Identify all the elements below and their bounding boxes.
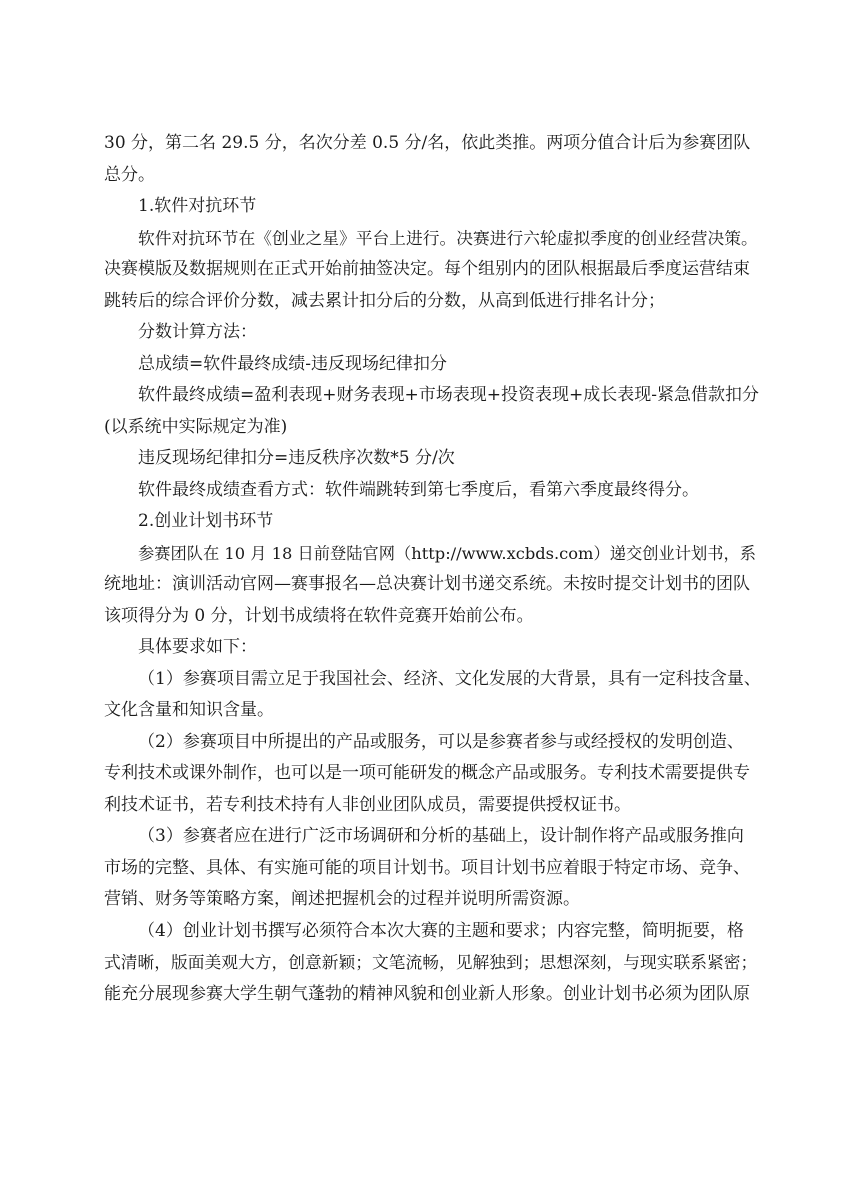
text-line: 决赛模版及数据规则在正式开始前抽签决定。每个组别内的团队根据最后季度运营结束	[104, 259, 750, 279]
list-item-line: 市场的完整、具体、有实施可能的项目计划书。项目计划书应着眼于特定市场、竞争、	[104, 857, 750, 878]
section-heading: 2.创业计划书环节	[138, 511, 274, 531]
text-line: 具体要求如下：	[138, 637, 257, 657]
list-item-line: 能充分展现参赛大学生朝气蓬勃的精神风貌和创业新人形象。创业计划书必须为团队原	[104, 983, 750, 1004]
document-body	[104, 128, 764, 1010]
list-item-line: 文化含量和知识含量。	[104, 700, 274, 720]
text-line: 30 分，第二名 29.5 分，名次分差 0.5 分/名，依此类推。两项分值合计后为参赛团队	[104, 133, 751, 153]
text-line: (以系统中实际规定为准)	[104, 416, 288, 437]
text-line: 总分。	[104, 164, 155, 185]
text-line: 软件最终成绩查看方式：软件端跳转到第七季度后，看第六季度最终得分。	[138, 479, 699, 500]
list-item-line: 专利技术或课外制作，也可以是一项可能研发的概念产品或服务。专利技术需要提供专	[104, 763, 750, 783]
section-heading: 1.软件对抗环节	[138, 196, 257, 216]
list-item-line: （4）创业计划书撰写必须符合本次大赛的主题和要求；内容完整，简明扼要，格	[138, 920, 744, 941]
formula-line: 软件最终成绩=盈利表现+财务表现+市场表现+投资表现+成长表现-紧急借款扣分	[138, 385, 759, 405]
list-item-line: （1）参赛项目需立足于我国社会、经济、文化发展的大背景，具有一定科技含量、	[138, 668, 761, 689]
text-line: 该项得分为 0 分，计划书成绩将在软件竞赛开始前公布。	[104, 605, 534, 626]
list-item-line: 营销、财务等策略方案，阐述把握机会的过程并说明所需资源。	[104, 889, 580, 909]
text-line: 软件对抗环节在《创业之星》平台上进行。决赛进行六轮虚拟季度的创业经营决策。	[138, 227, 758, 248]
list-item-line: （3）参赛者应在进行广泛市场调研和分析的基础上，设计制作将产品或服务推向	[138, 826, 744, 846]
text-line: 跳转后的综合评价分数，减去累计扣分后的分数，从高到低进行排名计分；	[104, 290, 665, 311]
text-line: 统地址：演训活动官网—赛事报名—总决赛计划书递交系统。未按时提交计划书的团队	[104, 574, 750, 594]
formula-line: 违反现场纪律扣分=违反秩序次数*5 分/次	[138, 448, 455, 468]
list-item-line: （2）参赛项目中所提出的产品或服务，可以是参赛者参与或经授权的发明创造、	[138, 731, 744, 752]
list-item-line: 利技术证书，若专利技术持有人非创业团队成员，需要提供授权证书。	[104, 794, 631, 815]
text-line: 参赛团队在 10 月 18 日前登陆官网（http://www.xcbds.com）递交创业计划书，系	[138, 543, 756, 563]
list-item-line: 式清晰，版面美观大方，创意新颖；文笔流畅，见解独到；思想深刻，与现实联系紧密；	[104, 952, 758, 972]
formula-line: 总成绩=软件最终成绩-违反现场纪律扣分	[138, 353, 447, 374]
text-line: 分数计算方法：	[138, 322, 257, 342]
